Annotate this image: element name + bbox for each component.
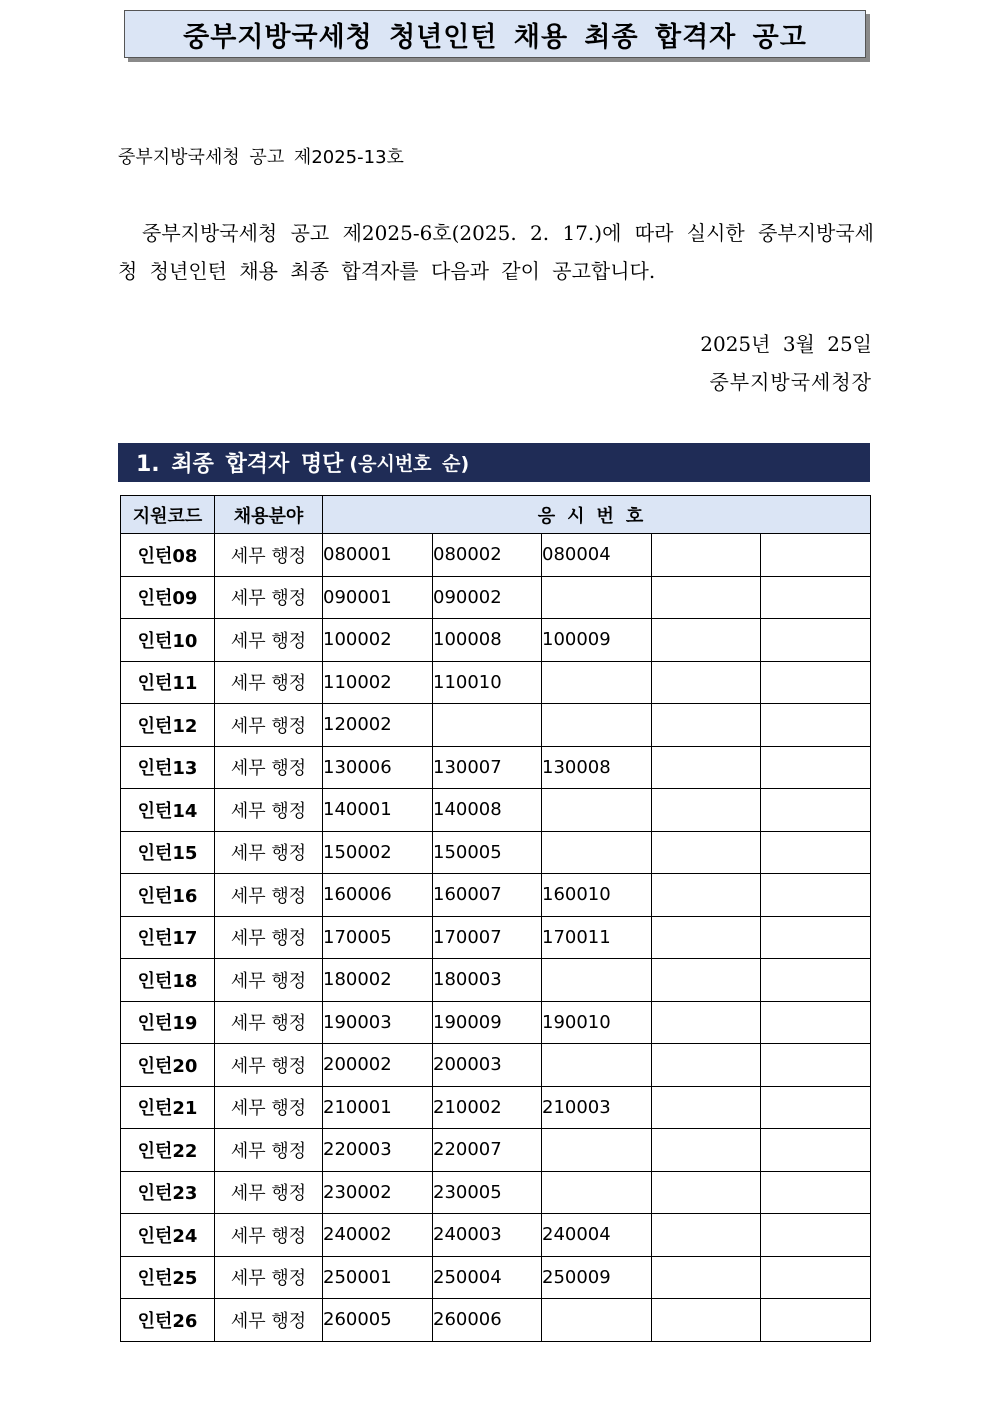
exam-number-cell: 240002 <box>323 1214 433 1257</box>
exam-number-cell: 130008 <box>542 746 652 789</box>
exam-number-cell <box>652 576 761 619</box>
header-code: 지원코드 <box>121 496 215 534</box>
support-code-cell: 인턴15 <box>121 831 215 874</box>
exam-number-cell: 150002 <box>323 831 433 874</box>
exam-number-cell <box>652 1086 761 1129</box>
exam-number-cell: 080002 <box>433 534 542 577</box>
support-code-cell: 인턴20 <box>121 1044 215 1087</box>
exam-number-cell: 200002 <box>323 1044 433 1087</box>
exam-number-cell <box>652 831 761 874</box>
table-row <box>121 619 871 662</box>
exam-number-cell: 160010 <box>542 874 652 917</box>
support-code-cell: 인턴21 <box>121 1086 215 1129</box>
recruit-field-cell: 세무 행정 <box>215 1171 323 1214</box>
exam-number-cell <box>652 1171 761 1214</box>
exam-number-cell <box>542 1171 652 1214</box>
exam-number-cell <box>761 959 871 1002</box>
exam-number-cell <box>761 1001 871 1044</box>
table-row <box>121 1086 871 1129</box>
support-code-cell: 인턴08 <box>121 534 215 577</box>
recruit-field-cell: 세무 행정 <box>215 1129 323 1172</box>
exam-number-cell <box>652 746 761 789</box>
recruit-field-cell: 세무 행정 <box>215 831 323 874</box>
table-row <box>121 1171 871 1214</box>
support-code-cell: 인턴10 <box>121 619 215 662</box>
passer-table <box>120 495 871 1342</box>
page-title <box>124 10 866 58</box>
exam-number-cell: 130007 <box>433 746 542 789</box>
notice-signer: 중부지방국세청장 <box>709 370 872 394</box>
exam-number-cell <box>542 1044 652 1087</box>
header-numbers: 응시번호 <box>323 496 871 534</box>
exam-number-cell <box>652 1214 761 1257</box>
exam-number-cell: 100002 <box>323 619 433 662</box>
exam-number-cell: 160007 <box>433 874 542 917</box>
support-code-cell: 인턴18 <box>121 959 215 1002</box>
exam-number-cell: 090002 <box>433 576 542 619</box>
exam-number-cell: 220003 <box>323 1129 433 1172</box>
table-row <box>121 1214 871 1257</box>
exam-number-cell <box>652 959 761 1002</box>
table-row <box>121 746 871 789</box>
exam-number-cell <box>652 661 761 704</box>
exam-number-cell <box>652 1044 761 1087</box>
support-code-cell: 인턴09 <box>121 576 215 619</box>
table-row <box>121 534 871 577</box>
exam-number-cell <box>761 1086 871 1129</box>
exam-number-cell: 080001 <box>323 534 433 577</box>
exam-number-cell <box>652 1256 761 1299</box>
support-code-cell: 인턴16 <box>121 874 215 917</box>
exam-number-cell <box>761 1299 871 1342</box>
exam-number-cell: 090001 <box>323 576 433 619</box>
exam-number-cell <box>761 1256 871 1299</box>
table-row <box>121 576 871 619</box>
table-row <box>121 1044 871 1087</box>
exam-number-cell: 210001 <box>323 1086 433 1129</box>
table-row <box>121 704 871 747</box>
exam-number-cell: 170007 <box>433 916 542 959</box>
exam-number-cell: 220007 <box>433 1129 542 1172</box>
exam-number-cell: 140001 <box>323 789 433 832</box>
table-body <box>121 534 871 1342</box>
exam-number-cell: 180002 <box>323 959 433 1002</box>
exam-number-cell <box>761 534 871 577</box>
recruit-field-cell: 세무 행정 <box>215 704 323 747</box>
exam-number-cell <box>761 874 871 917</box>
exam-number-cell: 140008 <box>433 789 542 832</box>
recruit-field-cell: 세무 행정 <box>215 1086 323 1129</box>
exam-number-cell: 180003 <box>433 959 542 1002</box>
recruit-field-cell: 세무 행정 <box>215 746 323 789</box>
support-code-cell: 인턴24 <box>121 1214 215 1257</box>
notice-body <box>118 214 874 290</box>
exam-number-cell <box>761 1044 871 1087</box>
header-field: 채용분야 <box>215 496 323 534</box>
recruit-field-cell: 세무 행정 <box>215 1044 323 1087</box>
exam-number-cell: 160006 <box>323 874 433 917</box>
support-code-cell: 인턴19 <box>121 1001 215 1044</box>
exam-number-cell <box>652 704 761 747</box>
exam-number-cell: 170011 <box>542 916 652 959</box>
exam-number-cell: 250001 <box>323 1256 433 1299</box>
exam-number-cell: 110010 <box>433 661 542 704</box>
support-code-cell: 인턴13 <box>121 746 215 789</box>
exam-number-cell: 190003 <box>323 1001 433 1044</box>
table-row <box>121 959 871 1002</box>
exam-number-cell: 230002 <box>323 1171 433 1214</box>
table-row <box>121 661 871 704</box>
table-header-row <box>121 496 871 534</box>
exam-number-cell <box>542 704 652 747</box>
exam-number-cell <box>542 661 652 704</box>
exam-number-cell: 200003 <box>433 1044 542 1087</box>
exam-number-cell: 190009 <box>433 1001 542 1044</box>
exam-number-cell <box>542 789 652 832</box>
exam-number-cell: 230005 <box>433 1171 542 1214</box>
support-code-cell: 인턴12 <box>121 704 215 747</box>
support-code-cell: 인턴22 <box>121 1129 215 1172</box>
notice-date: 2025년 3월 25일 <box>700 332 872 356</box>
recruit-field-cell: 세무 행정 <box>215 576 323 619</box>
support-code-cell: 인턴25 <box>121 1256 215 1299</box>
exam-number-cell: 190010 <box>542 1001 652 1044</box>
recruit-field-cell: 세무 행정 <box>215 1256 323 1299</box>
exam-number-cell <box>652 789 761 832</box>
exam-number-cell <box>542 831 652 874</box>
exam-number-cell <box>652 1001 761 1044</box>
support-code-cell: 인턴26 <box>121 1299 215 1342</box>
exam-number-cell: 260005 <box>323 1299 433 1342</box>
exam-number-cell <box>761 1214 871 1257</box>
exam-number-cell <box>761 619 871 662</box>
exam-number-cell <box>652 1299 761 1342</box>
exam-number-cell <box>761 1129 871 1172</box>
exam-number-cell: 100008 <box>433 619 542 662</box>
section-header <box>118 443 870 482</box>
exam-number-cell: 210002 <box>433 1086 542 1129</box>
exam-number-cell: 150005 <box>433 831 542 874</box>
exam-number-cell: 250004 <box>433 1256 542 1299</box>
section-title: 1. 최종 합격자 명단 <box>136 452 344 477</box>
support-code-cell: 인턴14 <box>121 789 215 832</box>
exam-number-cell: 210003 <box>542 1086 652 1129</box>
page-title-text: 중부지방국세청 청년인턴 채용 최종 합격자 공고 <box>183 21 807 53</box>
exam-number-cell <box>542 1299 652 1342</box>
table-row <box>121 1001 871 1044</box>
exam-number-cell <box>542 1129 652 1172</box>
exam-number-cell <box>761 1171 871 1214</box>
recruit-field-cell: 세무 행정 <box>215 619 323 662</box>
recruit-field-cell: 세무 행정 <box>215 1299 323 1342</box>
exam-number-cell <box>761 789 871 832</box>
exam-number-cell <box>761 661 871 704</box>
exam-number-cell: 100009 <box>542 619 652 662</box>
table-row <box>121 1299 871 1342</box>
exam-number-cell: 130006 <box>323 746 433 789</box>
notice-body-text: 중부지방국세청 공고 제2025-6호(2025. 2. 17.)에 따라 실시한 중부지방국세청 청년인턴 채용 최종 합격자를 다음과 같이 공고합니다. <box>118 221 874 283</box>
support-code-cell: 인턴23 <box>121 1171 215 1214</box>
exam-number-cell: 170005 <box>323 916 433 959</box>
exam-number-cell <box>761 576 871 619</box>
table-row <box>121 1256 871 1299</box>
exam-number-cell <box>652 874 761 917</box>
exam-number-cell: 250009 <box>542 1256 652 1299</box>
recruit-field-cell: 세무 행정 <box>215 1001 323 1044</box>
table-row <box>121 831 871 874</box>
section-subtitle: (응시번호 순) <box>349 453 470 475</box>
exam-number-cell <box>652 534 761 577</box>
recruit-field-cell: 세무 행정 <box>215 916 323 959</box>
support-code-cell: 인턴11 <box>121 661 215 704</box>
recruit-field-cell: 세무 행정 <box>215 874 323 917</box>
support-code-cell: 인턴17 <box>121 916 215 959</box>
exam-number-cell <box>761 831 871 874</box>
table-row <box>121 789 871 832</box>
exam-number-cell: 240003 <box>433 1214 542 1257</box>
exam-number-cell <box>542 576 652 619</box>
recruit-field-cell: 세무 행정 <box>215 661 323 704</box>
exam-number-cell <box>652 619 761 662</box>
table-row <box>121 916 871 959</box>
table-row <box>121 1129 871 1172</box>
exam-number-cell <box>761 704 871 747</box>
exam-number-cell: 110002 <box>323 661 433 704</box>
recruit-field-cell: 세무 행정 <box>215 959 323 1002</box>
recruit-field-cell: 세무 행정 <box>215 789 323 832</box>
exam-number-cell <box>761 746 871 789</box>
exam-number-cell: 120002 <box>323 704 433 747</box>
exam-number-cell <box>652 916 761 959</box>
notice-number: 중부지방국세청 공고 제2025-13호 <box>118 147 404 168</box>
exam-number-cell: 240004 <box>542 1214 652 1257</box>
recruit-field-cell: 세무 행정 <box>215 1214 323 1257</box>
exam-number-cell <box>433 704 542 747</box>
table-row <box>121 874 871 917</box>
exam-number-cell: 080004 <box>542 534 652 577</box>
exam-number-cell: 260006 <box>433 1299 542 1342</box>
exam-number-cell <box>542 959 652 1002</box>
recruit-field-cell: 세무 행정 <box>215 534 323 577</box>
exam-number-cell <box>761 916 871 959</box>
exam-number-cell <box>652 1129 761 1172</box>
